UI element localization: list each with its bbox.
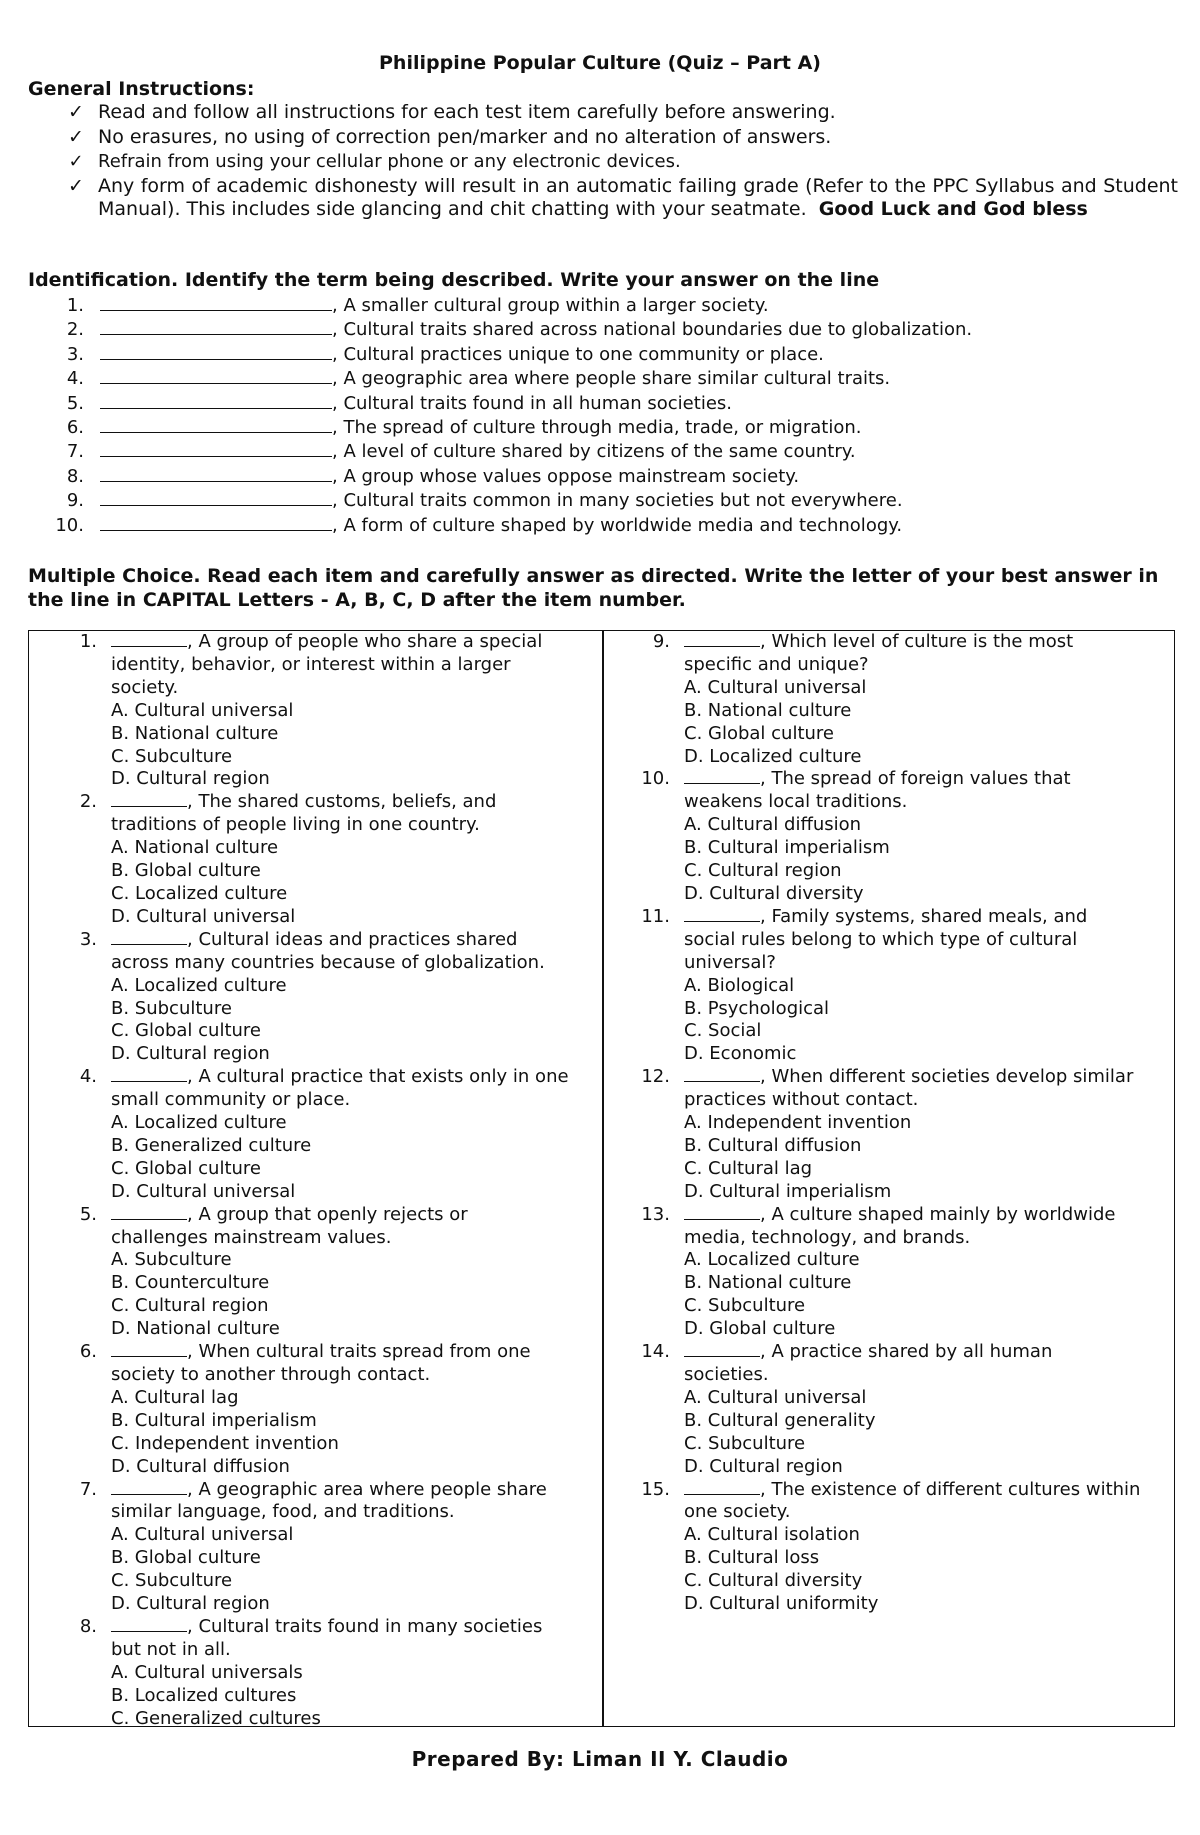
identification-item: [28, 343, 1178, 367]
question-stem: , A group that openly rejects or challenges mainstream values.: [111, 1203, 468, 1248]
item-number: 2.: [66, 319, 84, 341]
answer-option: B. Cultural imperialism: [684, 837, 890, 859]
identification-item: [28, 392, 1178, 416]
mc-question: [602, 1341, 1142, 1478]
mc-question: [29, 1204, 569, 1341]
answer-option: A. Cultural universal: [111, 1524, 294, 1546]
mc-question: [602, 1479, 1142, 1616]
mc-question: [29, 631, 569, 791]
item-number: 8.: [66, 465, 84, 487]
identification-list: [28, 294, 1178, 538]
question-number: 15.: [641, 1478, 670, 1500]
answer-option: B. Generalized culture: [111, 1134, 312, 1156]
item-number: 6.: [66, 416, 84, 438]
answer-blank[interactable]: [111, 632, 187, 647]
prepared-by: Prepared By: Liman II Y. Claudio: [411, 1747, 789, 1771]
identification-item: [28, 367, 1178, 391]
answer-option: B. Subculture: [111, 997, 232, 1019]
answer-option: A. Localized culture: [684, 1249, 860, 1271]
answer-option: A. Cultural universal: [684, 676, 867, 698]
closing-text: Good Luck and God bless: [818, 198, 1088, 220]
answer-option: C. Global culture: [111, 1157, 262, 1179]
answer-blank[interactable]: [100, 345, 332, 360]
answer-blank[interactable]: [684, 1480, 760, 1495]
answer-option: C. Global culture: [684, 722, 835, 744]
answer-option: A. National culture: [111, 837, 279, 859]
answer-option: A. Cultural universal: [684, 1386, 867, 1408]
identification-item: [28, 514, 1178, 538]
answer-option: A. Cultural universal: [111, 699, 294, 721]
answer-option: B. Counterculture: [111, 1272, 270, 1294]
answer-option: A. Cultural universals: [111, 1661, 303, 1683]
instruction-item: [66, 150, 1178, 174]
answer-option: B. Global culture: [111, 1547, 261, 1569]
answer-option: C. Cultural diversity: [684, 1570, 863, 1592]
answer-blank[interactable]: [100, 516, 332, 531]
mc-question: [29, 1341, 569, 1478]
instruction-text: Read and follow all instructions for each test item carefully before answering.: [98, 101, 836, 123]
check-icon: ✓: [68, 101, 84, 123]
answer-blank[interactable]: [100, 467, 332, 482]
item-number: 9.: [66, 490, 84, 512]
answer-blank[interactable]: [111, 792, 187, 807]
check-icon: ✓: [68, 125, 84, 148]
answer-option: C. Independent invention: [111, 1432, 339, 1454]
answer-blank[interactable]: [100, 491, 332, 506]
answer-blank[interactable]: [111, 1205, 187, 1220]
mc-question: [602, 1066, 1142, 1203]
answer-option: C. Localized culture: [111, 882, 288, 904]
question-number: 6.: [79, 1341, 97, 1363]
answer-option: A. Independent invention: [684, 1112, 912, 1134]
answer-option: D. Global culture: [684, 1318, 836, 1340]
answer-blank[interactable]: [111, 930, 187, 945]
answer-blank[interactable]: [100, 296, 332, 311]
answer-blank[interactable]: [111, 1067, 187, 1082]
instruction-item: [66, 126, 1178, 150]
answer-option: D. Cultural uniformity: [684, 1593, 879, 1615]
mc-question: [29, 1479, 569, 1616]
question-stem: , When cultural traits spread from one society to another through contact.: [111, 1341, 531, 1385]
item-number: 3.: [66, 343, 84, 365]
answer-option: C. Generalized cultures: [111, 1707, 321, 1729]
answer-blank[interactable]: [684, 1067, 760, 1082]
mc-question: [29, 791, 569, 928]
item-text: , Cultural traits found in all human societies.: [332, 392, 732, 414]
answer-blank[interactable]: [111, 1617, 187, 1632]
question-stem: , A geographic area where people share similar language, food, and traditions.: [111, 1478, 547, 1523]
answer-option: C. Subculture: [111, 745, 233, 767]
answer-option: A. Biological: [684, 974, 795, 996]
question-stem: , Family systems, shared meals, and social rules belong to which type of cultural universal?: [684, 905, 1088, 973]
item-number: 1.: [66, 295, 84, 316]
question-stem: , A practice shared by all human societies.: [684, 1341, 1053, 1385]
answer-option: D. Cultural diffusion: [111, 1455, 290, 1477]
mc-question: [602, 631, 1142, 768]
identification-item: [28, 416, 1178, 440]
answer-option: C. Subculture: [684, 1432, 806, 1454]
question-number: 10.: [641, 768, 670, 790]
answer-option: D. Cultural universal: [111, 905, 296, 927]
item-number: 4.: [66, 368, 84, 390]
answer-option: C. Global culture: [111, 1020, 262, 1042]
question-stem: , Cultural traits found in many societies but not in all.: [111, 1615, 543, 1660]
instruction-item: [66, 101, 1178, 125]
answer-option: B. Psychological: [684, 997, 830, 1019]
answer-option: D. Economic: [684, 1043, 797, 1065]
item-text: , The spread of culture through media, trade, or migration.: [332, 416, 862, 438]
question-number: 14.: [641, 1341, 670, 1363]
check-icon: ✓: [68, 174, 84, 197]
answer-option: B. Cultural diffusion: [684, 1134, 862, 1156]
general-instructions-list: [66, 101, 1178, 223]
answer-option: C. Subculture: [684, 1295, 806, 1317]
question-number: 11.: [641, 905, 670, 927]
answer-blank[interactable]: [111, 1342, 187, 1357]
question-number: 9.: [652, 631, 670, 652]
item-text: , A group whose values oppose mainstream society.: [332, 465, 800, 487]
item-text: , A geographic area where people share similar cultural traits.: [332, 368, 891, 390]
answer-option: C. Cultural region: [684, 860, 842, 882]
mc-question: [29, 929, 569, 1066]
answer-option: C. Social: [684, 1020, 762, 1042]
question-stem: , Cultural ideas and practices shared across many countries because of globalization.: [111, 928, 545, 973]
instruction-text: Any form of academic dishonesty will result in an automatic failing grade (Refer to the PPC Syllabus and Student Manual). This includes side glancing and chit chatting with your seatmate.: [98, 174, 1178, 220]
answer-option: D. Cultural region: [684, 1455, 843, 1477]
item-text: , Cultural traits common in many societies but not everywhere.: [332, 490, 903, 512]
check-icon: ✓: [68, 151, 84, 172]
answer-option: D. Cultural region: [111, 1593, 270, 1615]
answer-option: B. Global culture: [111, 860, 261, 882]
answer-option: A. Localized culture: [111, 974, 287, 996]
identification-item: [28, 465, 1178, 489]
question-stem: , The existence of different cultures within one society.: [684, 1478, 1141, 1523]
answer-option: B. National culture: [684, 1272, 852, 1294]
answer-blank[interactable]: [684, 769, 760, 784]
mc-question: [29, 1066, 569, 1203]
question-number: 8.: [79, 1615, 97, 1637]
answer-option: B. Cultural generality: [684, 1409, 876, 1431]
answer-option: A. Subculture: [111, 1249, 232, 1271]
item-number: 10.: [55, 514, 84, 536]
answer-option: B. Cultural loss: [684, 1547, 820, 1569]
answer-option: B. National culture: [684, 699, 852, 721]
identification-item: [28, 489, 1178, 513]
question-stem: , A cultural practice that exists only in one small community or place.: [111, 1066, 569, 1111]
answer-option: D. National culture: [111, 1318, 280, 1340]
answer-option: C. Cultural region: [111, 1295, 269, 1317]
answer-blank[interactable]: [100, 442, 332, 457]
answer-option: D. Cultural region: [111, 768, 270, 790]
multiple-choice-table: [28, 630, 1175, 1727]
instruction-text: No erasures, no using of correction pen/marker and no alteration of answers.: [98, 125, 832, 148]
answer-blank[interactable]: [100, 369, 332, 384]
answer-blank[interactable]: [684, 1342, 760, 1357]
question-number: 13.: [641, 1203, 670, 1225]
answer-option: A. Cultural isolation: [684, 1524, 860, 1546]
instruction-item: [66, 175, 1178, 222]
answer-option: D. Cultural universal: [111, 1180, 296, 1202]
answer-option: A. Cultural lag: [111, 1386, 239, 1408]
identification-heading: Identification. Identify the term being described. Write your answer on the line: [28, 269, 880, 291]
question-number: 2.: [79, 791, 97, 813]
multiple-choice-heading: Multiple Choice. Read each item and carefully answer as directed. Write the letter of your best answer in the line in CAPITAL Letters - A, B, C, D after the item number.: [28, 565, 1159, 611]
answer-option: C. Subculture: [111, 1570, 233, 1592]
answer-blank[interactable]: [100, 418, 332, 433]
question-number: 1.: [79, 631, 97, 652]
identification-item: [28, 294, 1178, 318]
answer-blank[interactable]: [684, 1205, 760, 1220]
question-number: 4.: [79, 1066, 97, 1088]
mc-question: [602, 906, 1142, 1066]
item-number: 5.: [66, 392, 84, 414]
mc-right-column: [602, 631, 1142, 1616]
item-text: , A form of culture shaped by worldwide media and technology.: [332, 514, 903, 536]
answer-blank[interactable]: [100, 394, 332, 409]
answer-option: B. Localized cultures: [111, 1684, 297, 1706]
answer-blank[interactable]: [100, 320, 332, 335]
mc-question: [602, 1204, 1142, 1341]
question-stem: , When different societies develop similar practices without contact.: [684, 1066, 1134, 1111]
answer-option: D. Cultural region: [111, 1043, 270, 1065]
answer-blank[interactable]: [111, 1480, 187, 1495]
mc-left-column: [29, 631, 569, 1731]
question-number: 3.: [79, 928, 97, 950]
item-number: 7.: [66, 441, 84, 463]
item-text: , Cultural traits shared across national boundaries due to globalization.: [332, 319, 973, 341]
answer-option: A. Cultural diffusion: [684, 814, 862, 836]
answer-option: B. National culture: [111, 722, 279, 744]
answer-option: A. Localized culture: [111, 1112, 287, 1134]
question-stem: , A group of people who share a special identity, behavior, or interest within a larger society.: [111, 631, 543, 698]
question-number: 12.: [641, 1066, 670, 1088]
item-text: , A smaller cultural group within a larger society.: [332, 295, 769, 316]
question-stem: , A culture shaped mainly by worldwide media, technology, and brands.: [684, 1203, 1116, 1248]
general-instructions-heading: General Instructions:: [28, 78, 255, 100]
item-text: , A level of culture shared by citizens of the same country.: [332, 441, 856, 463]
mc-question: [602, 768, 1142, 905]
question-number: 7.: [79, 1478, 97, 1500]
identification-item: [28, 440, 1178, 464]
question-number: 5.: [79, 1203, 97, 1225]
answer-option: D. Localized culture: [684, 745, 862, 767]
question-stem: , The shared customs, beliefs, and traditions of people living in one country.: [111, 791, 497, 836]
item-text: , Cultural practices unique to one community or place.: [332, 343, 824, 365]
answer-option: D. Cultural imperialism: [684, 1180, 892, 1202]
mc-question: [29, 1616, 569, 1731]
instruction-text: Refrain from using your cellular phone or any electronic devices.: [98, 151, 681, 172]
answer-blank[interactable]: [684, 632, 760, 647]
question-stem: , Which level of culture is the most specific and unique?: [684, 631, 1074, 675]
identification-item: [28, 318, 1178, 342]
answer-option: B. Cultural imperialism: [111, 1409, 317, 1431]
page-title: Philippine Popular Culture (Quiz – Part A): [379, 52, 821, 74]
question-stem: , The spread of foreign values that weakens local traditions.: [684, 768, 1071, 813]
answer-option: C. Cultural lag: [684, 1157, 813, 1179]
answer-blank[interactable]: [684, 907, 760, 922]
answer-option: D. Cultural diversity: [684, 882, 864, 904]
